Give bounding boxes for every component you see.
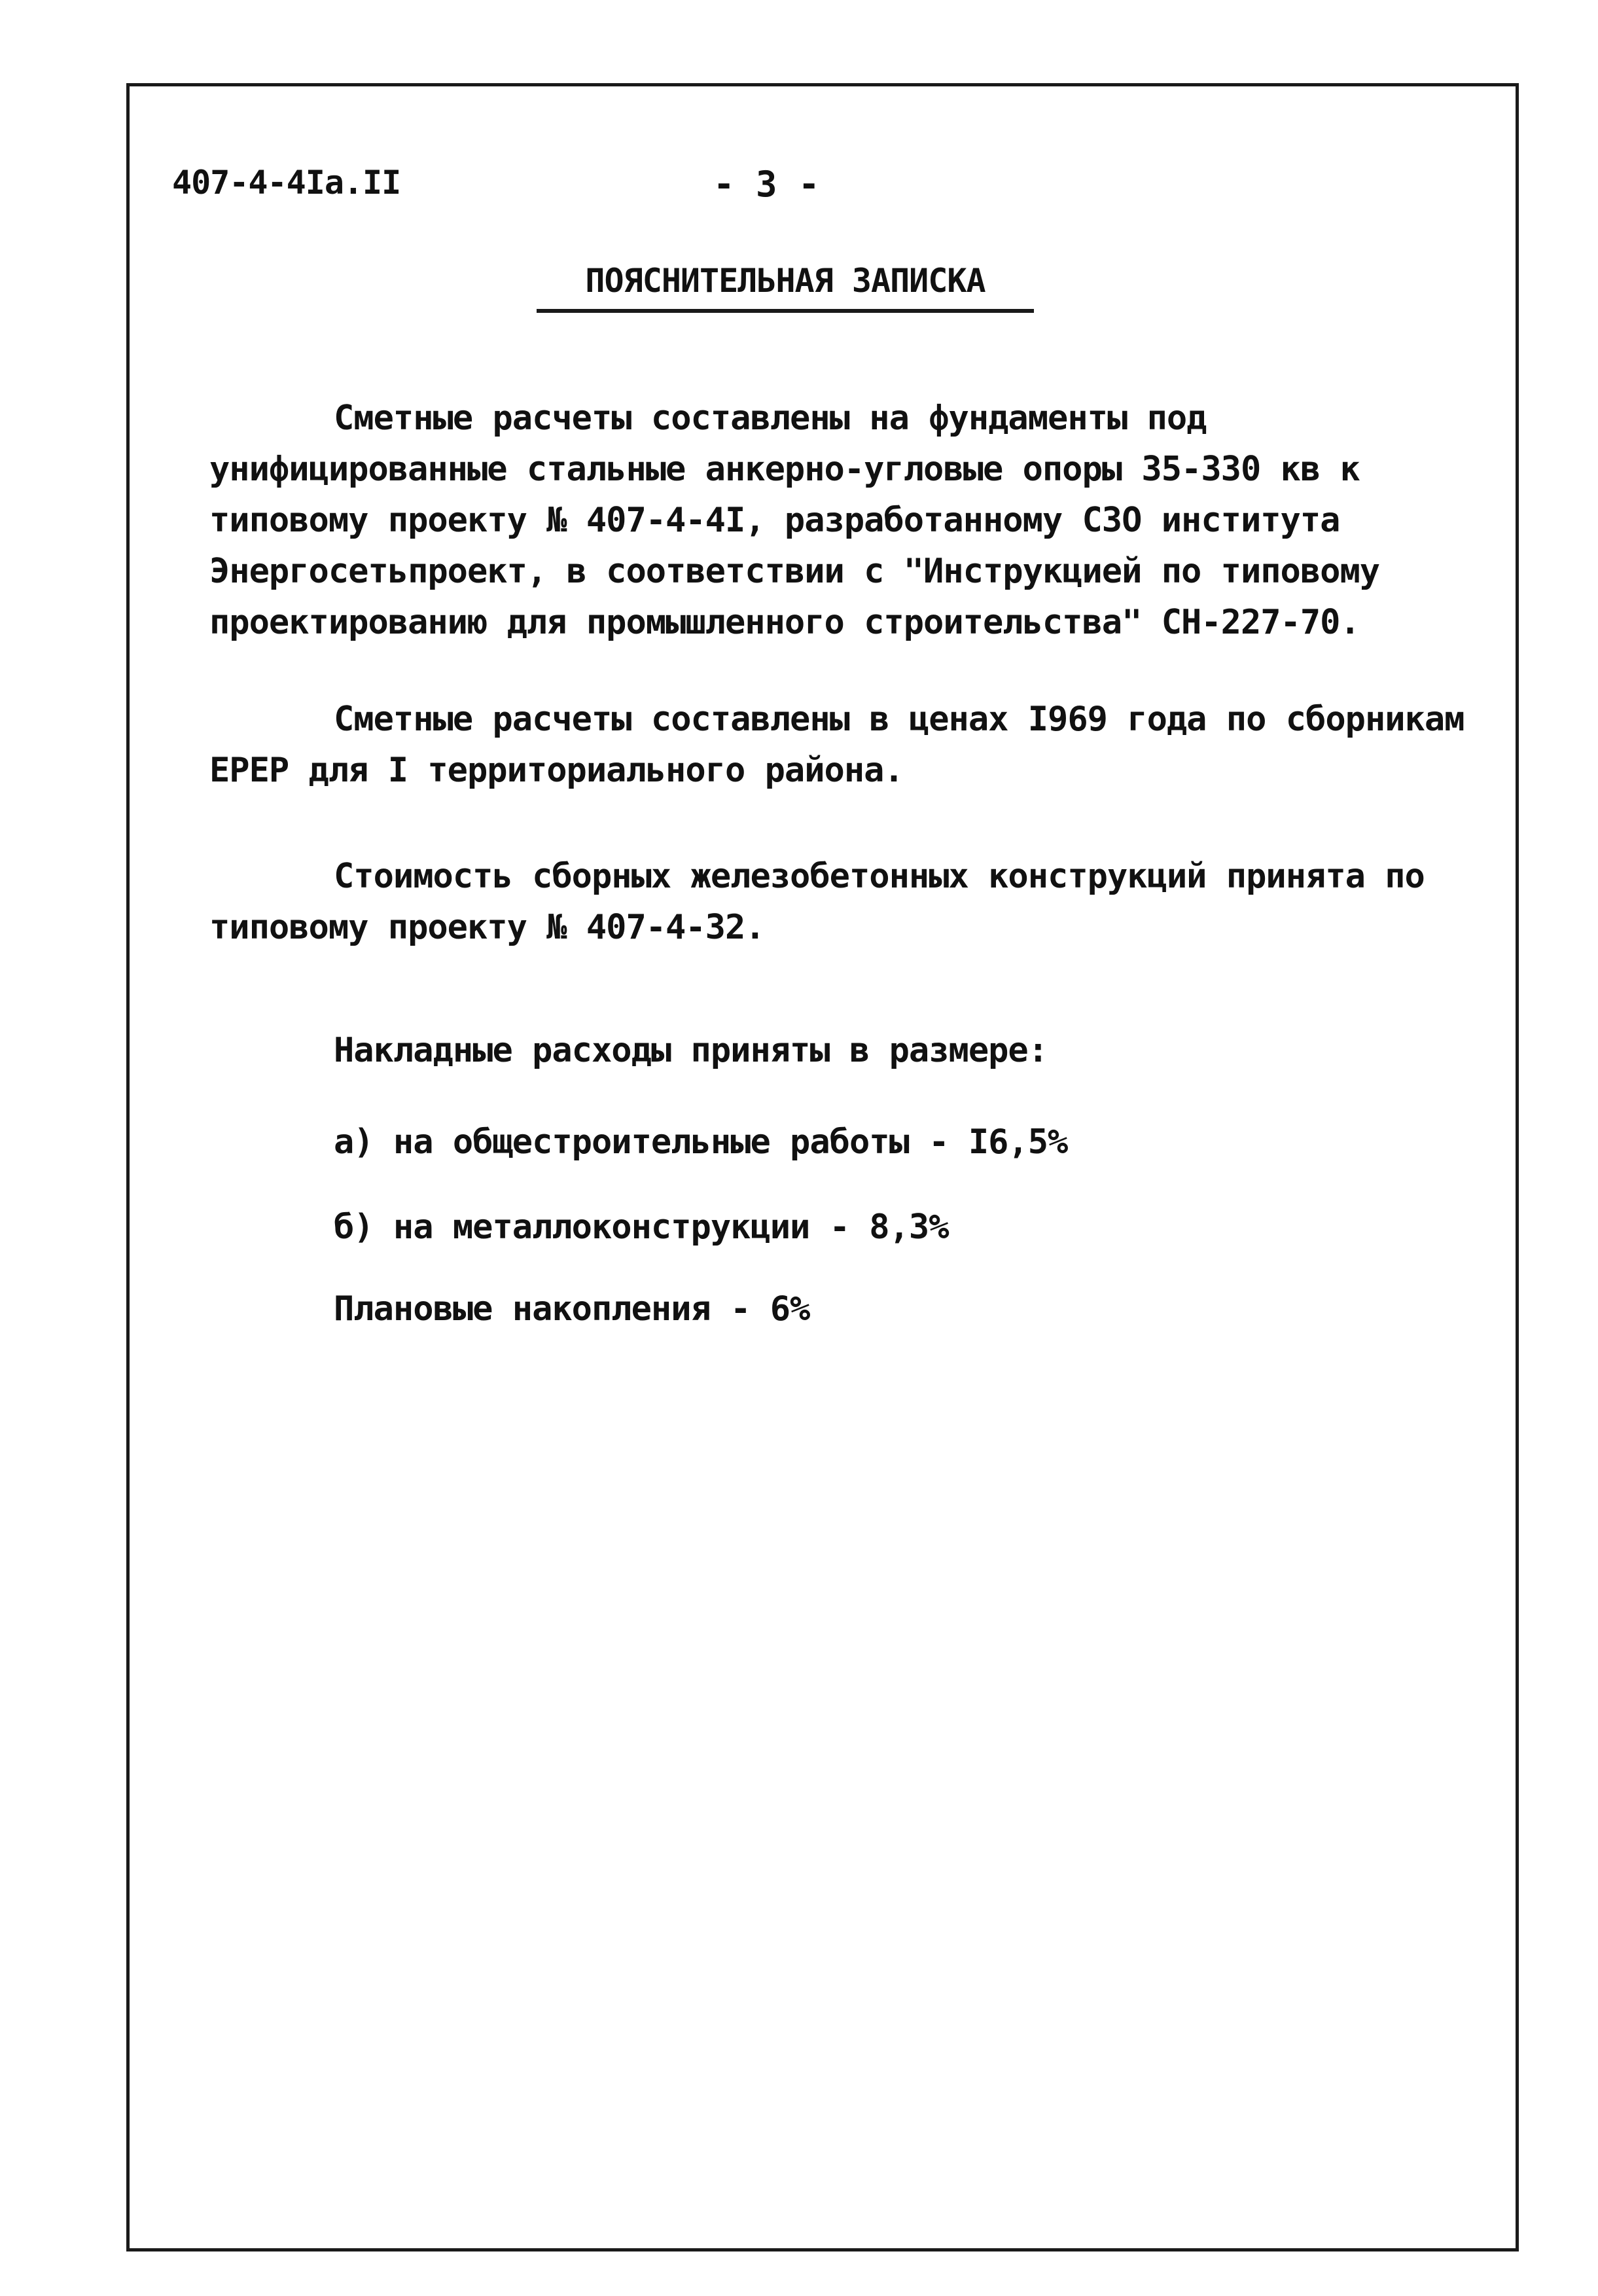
paragraph-text: Сметные расчеты составлены в ценах I969 года по сборникам ЕРЕР для I территориального района. xyxy=(209,700,1465,790)
overhead-item-a: а) на общестроительные работы - I6,5% xyxy=(334,1122,1068,1162)
paragraph-text: Сметные расчеты составлены на фундаменты под унифицированные стальные анкерно-угловые опоры 35-330 кв к типовому проекту № 407-4-4I, разработанному СЗО института Энергосетьпроект, в соответствии с "Инструкцией по типовому проектированию для промышленного строительства" СН-227-70. xyxy=(209,399,1380,642)
page-title: ПОЯСНИТЕЛЬНАЯ ЗАПИСКА xyxy=(537,262,1034,313)
paragraph-price-basis xyxy=(209,694,1492,796)
page-number: - 3 - xyxy=(713,164,820,205)
paragraph-estimate-basis xyxy=(209,393,1492,648)
paragraph-precast-cost xyxy=(209,851,1492,953)
planned-savings: Плановые накопления - 6% xyxy=(334,1289,810,1329)
overhead-item-b: б) на металлоконструкции - 8,3% xyxy=(334,1208,949,1247)
paragraph-text: Стоимость сборных железобетонных конструкций принята по типовому проекту № 407-4-32. xyxy=(209,857,1425,947)
overhead-intro: Накладные расходы приняты в размере: xyxy=(334,1031,1048,1070)
document-code: 407-4-4Iа.II xyxy=(172,164,401,202)
